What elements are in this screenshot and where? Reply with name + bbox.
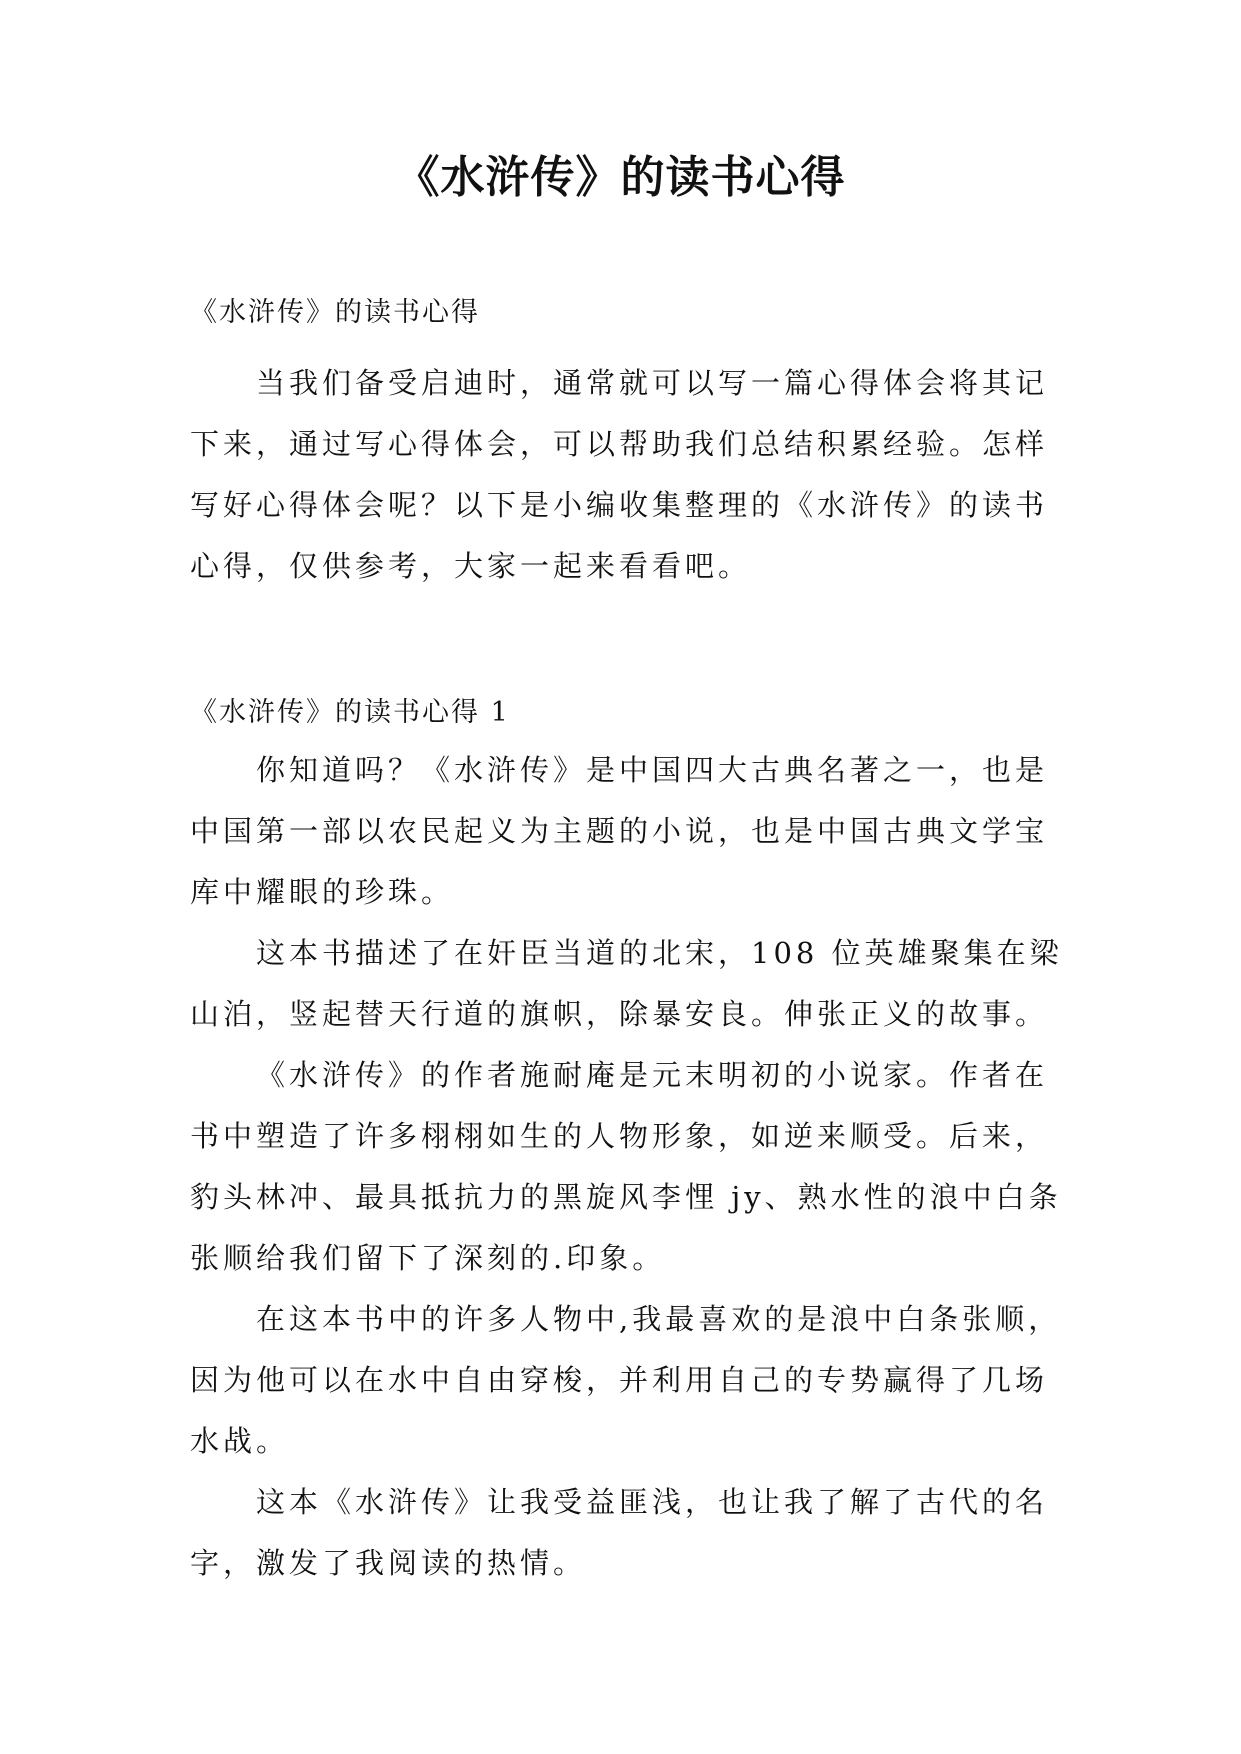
paragraph-line: 当我们备受启迪时，通常就可以写一篇心得体会将其记 bbox=[256, 366, 1049, 400]
paragraph-line: 心得，仅供参考，大家一起来看看吧。 bbox=[190, 549, 752, 583]
paragraph-line: 下来，通过写心得体会，可以帮助我们总结积累经验。怎样 bbox=[190, 427, 1049, 461]
paragraph-line: 中国第一部以农民起义为主题的小说，也是中国古典文学宝 bbox=[190, 814, 1049, 848]
paragraph-line: 水战。 bbox=[190, 1424, 290, 1458]
paragraph-line: 写好心得体会呢？以下是小编收集整理的《水浒传》的读书 bbox=[190, 488, 1049, 522]
paragraph-line: 你知道吗？《水浒传》是中国四大古典名著之一，也是 bbox=[256, 753, 1049, 787]
paragraph-line: 这本《水浒传》让我受益匪浅，也让我了解了古代的名 bbox=[256, 1485, 1049, 1519]
intro-paragraph bbox=[190, 353, 1050, 597]
paragraph-line: 字，激发了我阅读的热情。 bbox=[190, 1546, 587, 1580]
paragraph-line: 山泊，竖起替天行道的旗帜，除暴安良。伸张正义的故事。 bbox=[190, 997, 1049, 1031]
body-paragraph-4 bbox=[190, 1289, 1062, 1472]
paragraph-line: 《水浒传》的作者施耐庵是元末明初的小说家。作者在 bbox=[256, 1058, 1049, 1092]
section-heading: 《水浒传》的读书心得 1 bbox=[190, 697, 510, 728]
body-paragraph-1 bbox=[190, 740, 1050, 923]
paragraph-line: 张顺给我们留下了深刻的.印象。 bbox=[190, 1241, 666, 1275]
paragraph-line: 因为他可以在水中自由穿梭，并利用自己的专势赢得了几场 bbox=[190, 1363, 1049, 1397]
document-title: 《水浒传》的读书心得 bbox=[395, 152, 846, 203]
paragraph-line: 这本书描述了在奸臣当道的北宋，108 位英雄聚集在梁 bbox=[256, 936, 1063, 970]
paragraph-line: 在这本书中的许多人物中,我最喜欢的是浪中白条张顺， bbox=[256, 1302, 1062, 1336]
paragraph-line: 书中塑造了许多栩栩如生的人物形象，如逆来顺受。后来， bbox=[190, 1119, 1049, 1153]
body-paragraph-5 bbox=[190, 1472, 1050, 1594]
body-paragraph-3 bbox=[190, 1045, 1062, 1289]
paragraph-line: 豹头林冲、最具抵抗力的黑旋风李悝 jy、熟水性的浪中白条 bbox=[190, 1180, 1062, 1214]
paragraph-line: 库中耀眼的珍珠。 bbox=[190, 875, 455, 909]
body-paragraph-2 bbox=[190, 923, 1063, 1045]
document-subtitle: 《水浒传》的读书心得 bbox=[190, 297, 480, 328]
